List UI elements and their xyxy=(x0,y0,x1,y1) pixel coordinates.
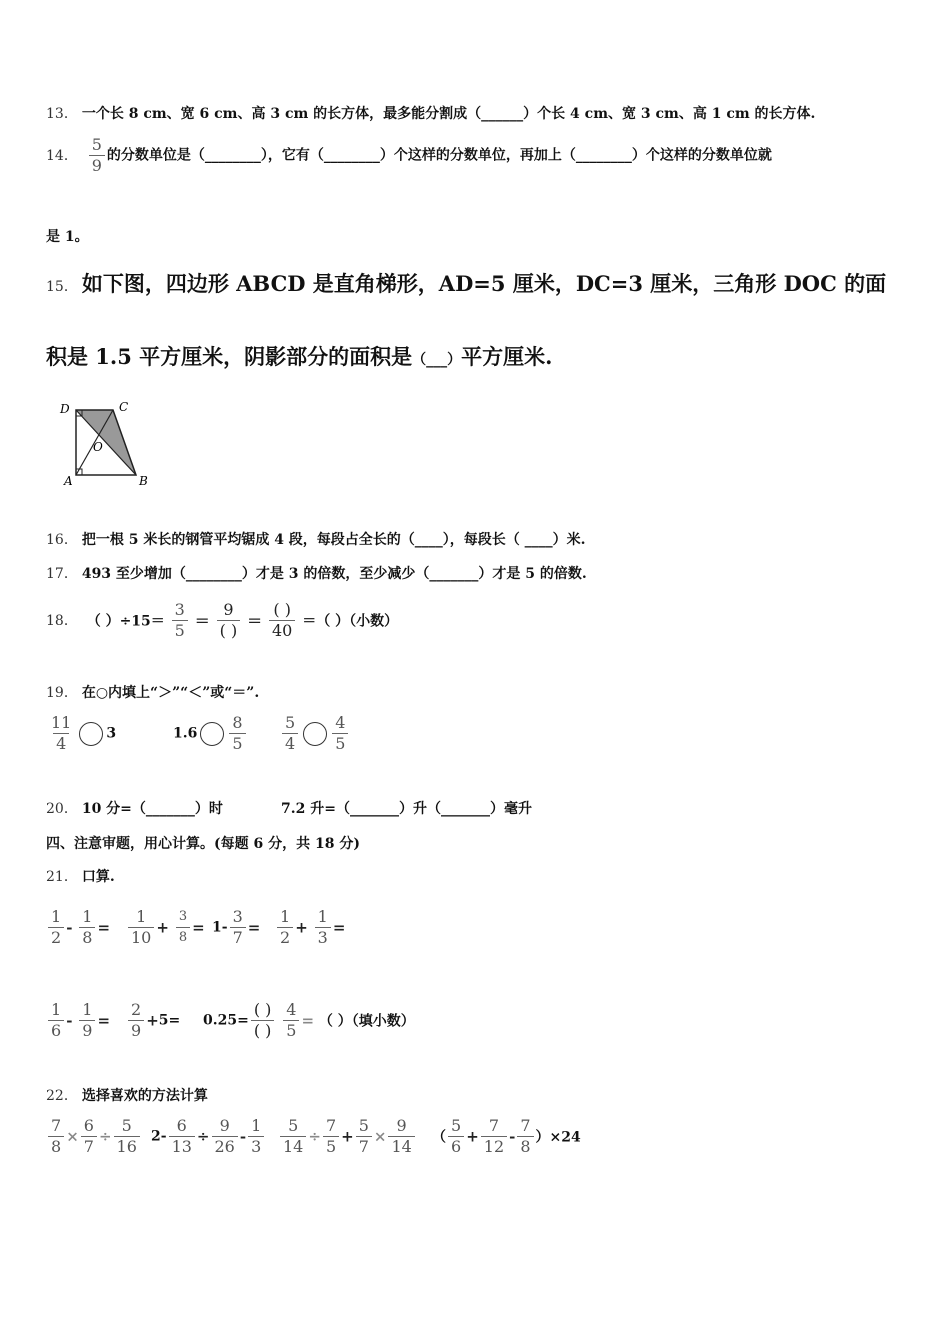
question-16 xyxy=(46,529,586,549)
question-21: 21． 口算. xyxy=(46,869,115,885)
question-number: 19． xyxy=(46,685,78,701)
expr-3: $\frac{5}{14}$ ÷ $\frac{7}{5}$ + $\frac{5}{7}$ × $\frac{9}{14}$ xyxy=(278,1116,417,1157)
label-a: A xyxy=(64,474,73,488)
question-number: 21． xyxy=(46,869,78,885)
question-number: 13． xyxy=(46,106,78,122)
question-14-continuation: 是 1。 xyxy=(46,229,89,245)
expr-4: （ $\frac{5}{6}$ + $\frac{7}{12}$ - $\frac{7}{8}$ ）×24 xyxy=(432,1116,581,1156)
compare-circle[interactable] xyxy=(200,722,224,746)
section-4-heading: 四、注意审题，用心计算。(每题 6 分，共 18 分) xyxy=(46,836,360,852)
calc-7: 0.25= $\frac{( )}{( )}$ $\frac{4}{5}$ = （ ）（填小数） xyxy=(203,1000,415,1040)
answer-blank: （___） xyxy=(412,352,462,368)
fraction-blank: $\frac{( )}{40}$ xyxy=(269,600,295,641)
question-text: 在○内填上“＞”“＜”或“＝”. xyxy=(81,685,260,701)
question-text: 如下图，四边形 ABCD 是直角梯形，AD=5 厘米，DC=3 厘米，三角形 DOC 的面 xyxy=(81,271,887,296)
expr-2: 2- $\frac{6}{13}$ ÷ $\frac{9}{26}$ - $\frac{1}{3}$ xyxy=(151,1116,266,1157)
question-18: 18． （ ）÷15＝ $\frac{3}{5}$ ＝ $\frac{9}{( )}$ ＝ $\frac{( )}{40}$ ＝（ ）（小数） xyxy=(46,600,399,640)
question-14 xyxy=(46,135,772,176)
label-b: B xyxy=(139,474,148,488)
question-number: 18． xyxy=(46,612,78,629)
calc-5: $\frac{1}{6}$ - $\frac{1}{9}$ = xyxy=(46,1000,110,1041)
compare-c xyxy=(280,713,350,754)
question-13 xyxy=(46,103,815,123)
question-text: 的分数单位是（________），它有（________）个这样的分数单位，再加上（________）个这样的分数单位就 xyxy=(106,147,772,164)
question-15-line2: 积是 1.5 平方厘米，阴影部分的面积是（___）平方厘米. xyxy=(46,344,553,369)
question-19 xyxy=(46,682,259,702)
calc-2: $\frac{1}{10}$ + $\frac{3}{8}$ = xyxy=(126,907,205,948)
question-number: 22． xyxy=(46,1088,78,1104)
compare-a: $\frac{11}{4}$ 3 xyxy=(46,713,116,754)
label-d: D xyxy=(60,402,70,416)
compare-circle[interactable] xyxy=(303,722,327,746)
question-number: 17． xyxy=(46,566,78,582)
fraction: $\frac{5}{9}$ xyxy=(89,135,105,176)
question-number: 16． xyxy=(46,532,78,548)
calc-3: 1- $\frac{3}{7}$ = xyxy=(212,907,261,947)
label-c: C xyxy=(119,400,129,414)
calc-1: $\frac{1}{2}$ - $\frac{1}{8}$ = xyxy=(46,907,110,948)
question-15 xyxy=(46,268,886,298)
compare-b: 1.6 $\frac{8}{5}$ xyxy=(173,713,248,754)
label-o: O xyxy=(93,440,103,454)
question-text: 493 至少增加（________）才是 3 的倍数，至少减少（_______）才是 5 的倍数. xyxy=(81,566,587,582)
question-20: 20． 10 分=（_______）时 xyxy=(46,801,223,817)
question-22: 22． 选择喜欢的方法计算 xyxy=(46,1088,208,1104)
calc-4: $\frac{1}{2}$ + $\frac{1}{3}$ = xyxy=(275,907,345,948)
fraction: $\frac{4}{5}$ xyxy=(332,713,348,754)
fraction: $\frac{8}{5}$ xyxy=(229,713,245,754)
question-number: 20． xyxy=(46,801,78,817)
fraction: $\frac{11}{4}$ xyxy=(51,713,72,753)
question-text: 把一根 5 米长的钢管平均锯成 4 段，每段占全长的（____），每段长（ ____）米. xyxy=(81,532,586,548)
fraction-blank: $\frac{9}{( )}$ xyxy=(217,600,241,641)
trapezoid-figure xyxy=(56,398,156,490)
question-17 xyxy=(46,563,587,583)
question-20-b: 7.2 升=（_______）升（_______）毫升 xyxy=(281,801,532,817)
calc-6: $\frac{2}{9}$ +5= xyxy=(126,1000,180,1041)
question-number: 15． xyxy=(46,279,78,295)
question-number: 14． xyxy=(46,147,78,164)
fraction: $\frac{3}{5}$ xyxy=(172,600,188,641)
compare-circle[interactable] xyxy=(79,722,103,746)
expr-1: $\frac{7}{8}$ × $\frac{6}{7}$ ÷ $\frac{5}{16}$ xyxy=(46,1116,142,1157)
question-text: 一个长 8 cm、宽 6 cm、高 3 cm 的长方体，最多能分割成（______）个长 4 cm、宽 3 cm、高 1 cm 的长方体. xyxy=(81,106,816,122)
fraction: $\frac{5}{4}$ xyxy=(282,713,298,754)
